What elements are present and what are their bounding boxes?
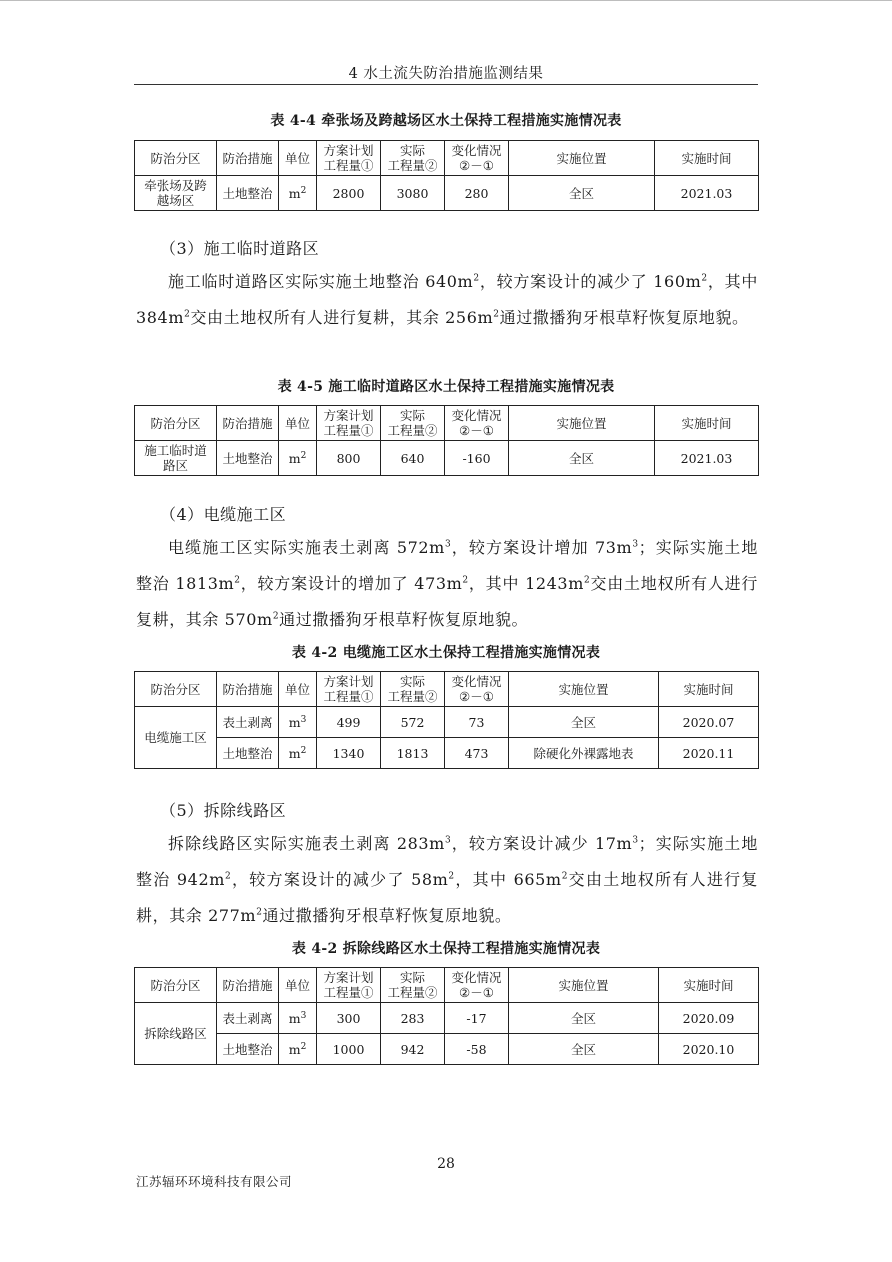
cell-zone: 拆除线路区 — [135, 1003, 217, 1065]
cell-planned: 300 — [317, 1003, 381, 1034]
company-name: 江苏辐环环境科技有限公司 — [136, 1174, 293, 1189]
table-header-row — [135, 406, 759, 441]
col-header-zone: 防治分区 — [135, 968, 217, 1003]
cell-location: 全区 — [509, 707, 659, 738]
section-heading: （4）电缆施工区 — [160, 505, 287, 524]
col-header-measure: 防治措施 — [217, 968, 279, 1003]
col-header-location: 实施位置 — [509, 672, 659, 707]
col-header-measure: 防治措施 — [217, 672, 279, 707]
col-header-location: 实施位置 — [509, 406, 655, 441]
col-header-planned: 方案计划 工程量① — [317, 406, 381, 441]
cell-time: 2020.10 — [659, 1034, 759, 1065]
col-header-measure: 防治措施 — [217, 141, 279, 176]
col-header-zone: 防治分区 — [135, 406, 217, 441]
cell-change: 73 — [445, 707, 509, 738]
cell-measure: 土地整治 — [217, 738, 279, 769]
header-divider — [134, 84, 758, 85]
cell-change: -58 — [445, 1034, 509, 1065]
cell-unit: $m^2$ — [279, 441, 317, 476]
cell-change: 473 — [445, 738, 509, 769]
cell-measure: 土地整治 — [217, 1034, 279, 1065]
cell-time: 2021.03 — [655, 441, 759, 476]
cell-unit: $m^2$ — [279, 738, 317, 769]
cell-actual: 942 — [381, 1034, 445, 1065]
table-header-row — [135, 141, 759, 176]
col-header-unit: 单位 — [279, 141, 317, 176]
col-header-change: 变化情况 ②－① — [445, 968, 509, 1003]
cell-planned: 800 — [317, 441, 381, 476]
table-caption: 表 4-2 电缆施工区水土保持工程措施实施情况表 — [291, 645, 601, 661]
page-header: 4 水土流失防治措施监测结果 — [348, 66, 544, 82]
col-header-actual: 实际 工程量② — [381, 672, 445, 707]
page-number: 28 — [437, 1156, 455, 1172]
table-row — [135, 707, 759, 738]
measures-table — [134, 671, 759, 769]
col-header-change: 变化情况 ②－① — [445, 141, 509, 176]
table-row — [135, 738, 759, 769]
cell-zone: 施工临时道 路区 — [135, 441, 217, 476]
cell-measure: 表土剥离 — [217, 707, 279, 738]
cell-change: -160 — [445, 441, 509, 476]
col-header-change: 变化情况 ②－① — [445, 672, 509, 707]
cell-change: 280 — [445, 176, 509, 211]
col-header-planned: 方案计划 工程量① — [317, 968, 381, 1003]
cell-unit: $m^2$ — [279, 176, 317, 211]
cell-unit: $m^3$ — [279, 707, 317, 738]
col-header-planned: 方案计划 工程量① — [317, 672, 381, 707]
col-header-unit: 单位 — [279, 968, 317, 1003]
measures-table — [134, 140, 759, 211]
table-row — [135, 1034, 759, 1065]
cell-time: 2021.03 — [655, 176, 759, 211]
cell-time: 2020.07 — [659, 707, 759, 738]
cell-actual: 640 — [381, 441, 445, 476]
cell-unit: $m^2$ — [279, 1034, 317, 1065]
measures-table — [134, 405, 759, 476]
cell-measure: 土地整治 — [217, 176, 279, 211]
cell-actual: 572 — [381, 707, 445, 738]
cell-location: 全区 — [509, 1003, 659, 1034]
cell-location: 全区 — [509, 441, 655, 476]
col-header-actual: 实际 工程量② — [381, 141, 445, 176]
cell-unit: $m^3$ — [279, 1003, 317, 1034]
section-heading: （5）拆除线路区 — [160, 801, 287, 820]
col-header-measure: 防治措施 — [217, 406, 279, 441]
body-paragraph: 电缆施工区实际实施表土剥离 $572m^3$，较方案设计增加 $73m^3$；实际实施土地整治 $1813m^2$，较方案设计的增加了 $473m^2$，其中 $1243m^2$交由土地权所有人进行复耕，其余 $570m^2$通过撒播狗牙根草籽恢复原地貌。 — [136, 538, 758, 629]
cell-planned: 499 — [317, 707, 381, 738]
table-header-row — [135, 968, 759, 1003]
cell-time: 2020.09 — [659, 1003, 759, 1034]
col-header-time: 实施时间 — [655, 141, 759, 176]
table-row — [135, 1003, 759, 1034]
cell-actual: 3080 — [381, 176, 445, 211]
cell-actual: 283 — [381, 1003, 445, 1034]
col-header-planned: 方案计划 工程量① — [317, 141, 381, 176]
cell-actual: 1813 — [381, 738, 445, 769]
col-header-unit: 单位 — [279, 672, 317, 707]
measures-table — [134, 967, 759, 1065]
table-header-row — [135, 672, 759, 707]
section-heading: （3）施工临时道路区 — [160, 239, 320, 258]
col-header-location: 实施位置 — [509, 968, 659, 1003]
cell-zone: 电缆施工区 — [135, 707, 217, 769]
table-caption: 表 4-4 牵张场及跨越场区水土保持工程措施实施情况表 — [270, 113, 622, 129]
table-row — [135, 441, 759, 476]
cell-planned: 1000 — [317, 1034, 381, 1065]
table-row — [135, 176, 759, 211]
cell-measure: 土地整治 — [217, 441, 279, 476]
table-caption: 表 4-2 拆除线路区水土保持工程措施实施情况表 — [291, 941, 601, 957]
table-caption: 表 4-5 施工临时道路区水土保持工程措施实施情况表 — [277, 379, 615, 395]
cell-zone: 牵张场及跨 越场区 — [135, 176, 217, 211]
col-header-unit: 单位 — [279, 406, 317, 441]
col-header-actual: 实际 工程量② — [381, 968, 445, 1003]
col-header-actual: 实际 工程量② — [381, 406, 445, 441]
col-header-time: 实施时间 — [659, 672, 759, 707]
cell-location: 除硬化外裸露地表 — [509, 738, 659, 769]
col-header-change: 变化情况 ②－① — [445, 406, 509, 441]
body-paragraph: 施工临时道路区实际实施土地整治 $640m^2$，较方案设计的减少了 $160m^2$，其中 $384m^2$交由土地权所有人进行复耕，其余 $256m^2$通过撒播狗牙根草籽恢复原地貌。 — [136, 272, 758, 327]
cell-change: -17 — [445, 1003, 509, 1034]
cell-location: 全区 — [509, 176, 655, 211]
col-header-location: 实施位置 — [509, 141, 655, 176]
col-header-zone: 防治分区 — [135, 141, 217, 176]
cell-measure: 表土剥离 — [217, 1003, 279, 1034]
col-header-time: 实施时间 — [659, 968, 759, 1003]
cell-planned: 2800 — [317, 176, 381, 211]
cell-planned: 1340 — [317, 738, 381, 769]
cell-time: 2020.11 — [659, 738, 759, 769]
col-header-zone: 防治分区 — [135, 672, 217, 707]
top-edge-line — [0, 0, 892, 1]
body-paragraph: 拆除线路区实际实施表土剥离 $283m^3$，较方案设计减少 $17m^3$；实际实施土地整治 $942m^2$，较方案设计的减少了 $58m^2$，其中 $665m^2$交由土地权所有人进行复耕，其余 $277m^2$通过撒播狗牙根草籽恢复原地貌。 — [136, 834, 758, 925]
col-header-time: 实施时间 — [655, 406, 759, 441]
cell-location: 全区 — [509, 1034, 659, 1065]
